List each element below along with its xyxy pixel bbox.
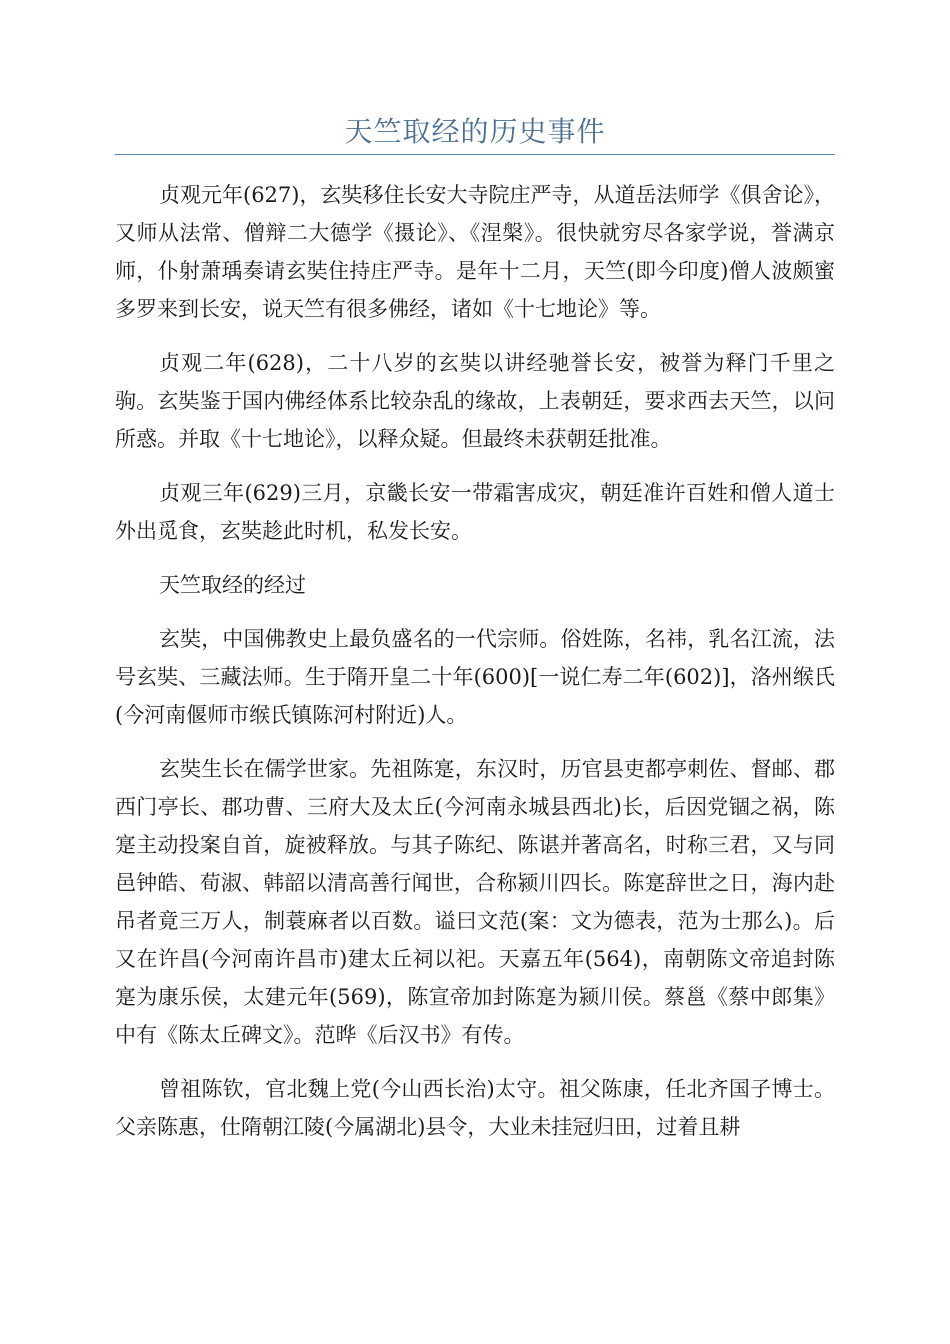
title-underline: [115, 154, 835, 155]
paragraph: 贞观三年(629)三月，京畿长安一带霜害成灾，朝廷准许百姓和僧人道士外出觅食，玄奘趁此时机，私发长安。: [115, 481, 835, 543]
document-body: [115, 176, 835, 1162]
paragraph: 贞观元年(627)，玄奘移住长安大寺院庄严寺，从道岳法师学《俱舍论》，又师从法常、僧辩二大德学《摄论》、《涅槃》。很快就穷尽各家学说，誉满京师，仆射萧瑀奏请玄奘住持庄严寺。是年十二月，天竺(即今印度)僧人波颇蜜多罗来到长安，说天竺有很多佛经，诸如《十七地论》等。: [115, 183, 835, 321]
paragraph: 曾祖陈钦，官北魏上党(今山西长治)太守。祖父陈康，任北齐国子博士。父亲陈惠，仕隋朝江陵(今属湖北)县令，大业未挂冠归田，过着且耕: [115, 1077, 835, 1139]
section-heading: 天竺取经的经过: [159, 573, 306, 597]
paragraph: 贞观二年(628)，二十八岁的玄奘以讲经驰誉长安，被誉为释门千里之驹。玄奘鉴于国内佛经体系比较杂乱的缘故，上表朝廷，要求西去天竺，以问所惑。并取《十七地论》，以释众疑。但最终未获朝廷批准。: [115, 351, 835, 451]
paragraph: 玄奘，中国佛教史上最负盛名的一代宗师。俗姓陈，名祎，乳名江流，法号玄奘、三藏法师。生于隋开皇二十年(600)[一说仁寿二年(602)]，洛州缑氏(今河南偃师市缑氏镇陈河村附近)人。: [115, 627, 835, 727]
document-title: 天竺取经的历史事件: [344, 115, 606, 148]
paragraph: 玄奘生长在儒学世家。先祖陈寔，东汉时，历官县吏都亭刺佐、督邮、郡西门亭长、郡功曹、三府大及太丘(今河南永城县西北)长，后因党锢之祸，陈寔主动投案自首，旋被释放。与其子陈纪、陈谌并著高名，时称三君，又与同邑钟皓、荀淑、韩韶以清高善行闻世，合称颍川四长。陈寔辞世之日，海内赴吊者竟三万人，制蓑麻者以百数。谥曰文范(案：文为德表，范为士那么)。后又在许昌(今河南许昌市)建太丘祠以祀。天嘉五年(564)，南朝陈文帝追封陈寔为康乐侯，太建元年(569)，陈宣帝加封陈寔为颍川侯。蔡邕《蔡中郎集》中有《陈太丘碑文》。范晔《后汉书》有传。: [115, 757, 835, 1047]
